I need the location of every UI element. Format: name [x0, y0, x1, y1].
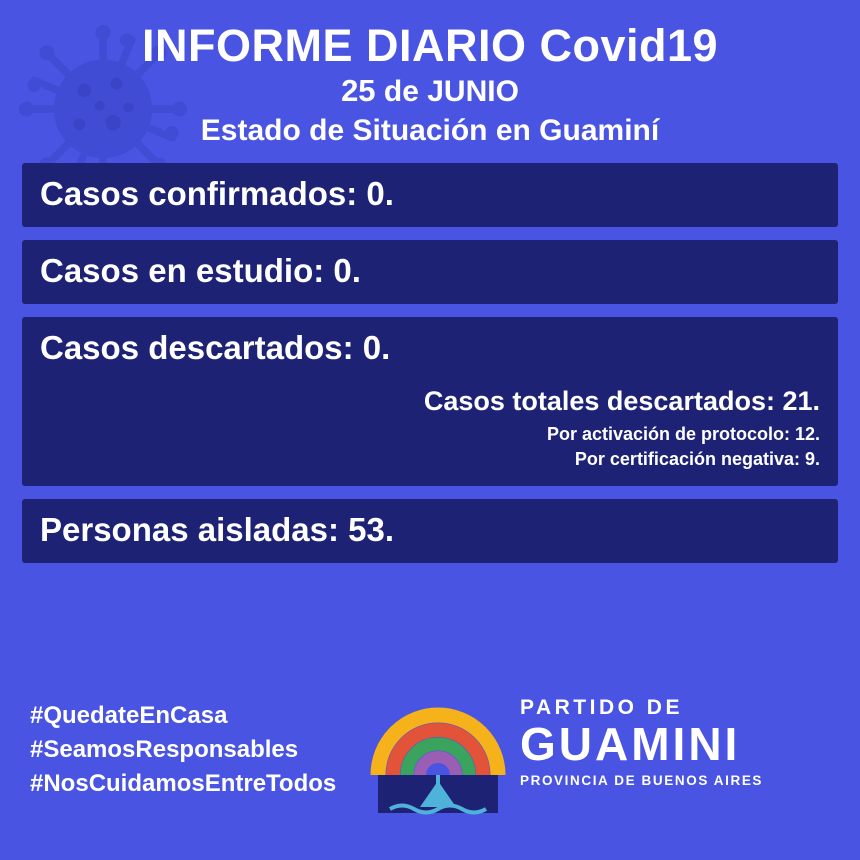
- statistics-panels: [0, 163, 860, 563]
- report-date-separator: de: [383, 75, 419, 109]
- page-subtitle: Estado de Situación en Guaminí: [200, 113, 660, 147]
- poster-header: [0, 0, 860, 147]
- panel-isolated-people: [22, 499, 838, 563]
- confirmed-cases-label: Casos confirmados: 0.: [40, 174, 394, 212]
- panel-cases-under-study: [22, 240, 838, 304]
- panel-discarded-cases: [22, 317, 838, 486]
- cases-under-study-label: Casos en estudio: 0.: [40, 251, 361, 289]
- discarded-by-negative-test-label: Por certificación negativa: 9.: [574, 448, 820, 469]
- report-date-day: 25: [341, 73, 376, 109]
- brand-name-label: GUAMINI: [520, 718, 741, 770]
- hashtag-quedate-en-casa: #QuedateEnCasa: [30, 702, 228, 729]
- poster-footer: [0, 675, 860, 860]
- discarded-cases-label: Casos descartados: 0.: [40, 328, 391, 366]
- hashtag-nos-cuidamos-entre-todos: #NosCuidamosEntreTodos: [30, 770, 337, 798]
- brand-block: [520, 697, 763, 788]
- hashtag-seamos-responsables: #SeamosResponsables: [30, 736, 299, 764]
- panel-confirmed-cases: [22, 163, 838, 227]
- discarded-by-protocol-label: Por activación de protocolo: 12.: [546, 424, 820, 444]
- guamini-logo: [368, 689, 508, 819]
- discarded-cases-breakdown: [40, 385, 820, 470]
- hashtag-list: [30, 699, 336, 801]
- guamini-logo-icon: [368, 689, 508, 819]
- total-discarded-label: Casos totales descartados: 21.: [423, 385, 820, 416]
- brand-province-label: PROVINCIA DE BUENOS AIRES: [520, 773, 764, 789]
- page-title: INFORME DIARIO Covid19: [141, 20, 719, 71]
- isolated-people-label: Personas aisladas: 53.: [40, 511, 395, 548]
- report-date: [0, 75, 860, 108]
- brand-top-label: PARTIDO DE: [520, 696, 683, 719]
- report-date-month: JUNIO: [427, 75, 519, 109]
